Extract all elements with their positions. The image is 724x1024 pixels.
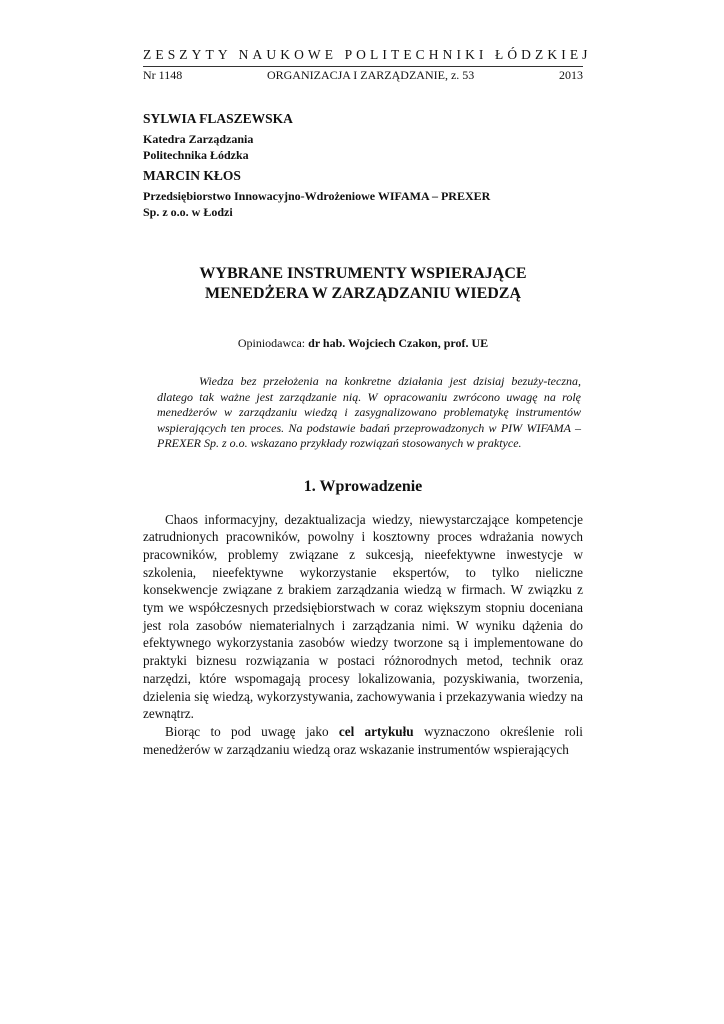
journal-meta-row	[143, 66, 583, 82]
reviewer-label: Opiniodawca:	[237, 336, 306, 350]
author-name-1: SYLWIA FLASZEWSKA	[143, 111, 293, 126]
author-name-2: MARCIN KŁOS	[143, 168, 241, 183]
paragraph-text: wyznaczono określenie roli menedżerów w zarządzaniu wiedzą oraz wskazanie instrumentów wspierających	[143, 723, 583, 757]
issue-number: Nr 1148	[143, 68, 183, 82]
emphasis-text: cel artykułu	[338, 723, 414, 739]
affiliation-line: Sp. z o.o. w Łodzi	[143, 205, 233, 219]
title-line: MENEDŻERA W ZARZĄDZANIU WIEDZĄ	[204, 285, 522, 302]
journal-name: ZESZYTY NAUKOWE POLITECHNIKI ŁÓDZKIEJ	[143, 47, 592, 62]
abstract: Wiedza bez przełożenia na konkretne działania jest dzisiaj bezuży-teczna, dlatego tak ważne jest zarządzanie nią. W opracowaniu zwrócono uwagę na rolę menedżerów w zarządzaniu wiedzą i zasygnalizowano problematykę instrumentów wspierających ten proces. Na podstawie badań przeprowadzonych w PIW WIFAMA – PREXER Sp. z o.o. wskazano przykłady rozwiązań stosowanych w praktyce.	[157, 374, 581, 450]
affiliation-line: Katedra Zarządzania	[143, 132, 254, 146]
article-title	[143, 264, 583, 304]
author-affiliation-2	[143, 188, 583, 220]
article-page	[143, 46, 592, 758]
title-line: WYBRANE INSTRUMENTY WSPIERAJĄCE	[199, 265, 527, 282]
reviewer-line	[143, 336, 583, 351]
author-affiliation-1	[143, 131, 583, 163]
body-paragraph: Chaos informacyjny, dezaktualizacja wiedzy, niewystarczające kompetencje zatrudnionych pracowników, powolny i kosztowny proces wdrażania nowych pracowników, problemy związane z sukcesją, nieefektywne inwestycje w szkolenia, nieefektywne wykorzystanie ekspertów, to tylko nieliczne konsekwencje związane z brakiem zarządzania wiedzą w firmach. W związku z tym we współczesnych przedsiębiorstwach w coraz większym stopniu doceniana jest rola zasobów niematerialnych i zarządzania nimi. W wyniku dążenia do efektywnego wykorzystania zasobów wiedzy tworzone są i implementowane do praktyki biznesu rozwiązania w postaci różnorodnych metod, technik oraz narzędzi, które wspomagają procesy lokalizowania, pozyskiwania, tworzenia, dzielenia się wiedzą, wykorzystywania, zachowywania i przekazywania wiedzy na zewnątrz.	[143, 511, 583, 722]
body-paragraph	[143, 723, 583, 758]
paragraph-text: Biorąc to pod uwagę jako	[165, 723, 339, 739]
affiliation-line: Przedsiębiorstwo Innowacyjno-Wdrożeniowe WIFAMA – PREXER	[143, 189, 491, 203]
publication-year: 2013	[559, 68, 583, 82]
journal-series: ORGANIZACJA I ZARZĄDZANIE, z. 53	[266, 68, 475, 82]
affiliation-line: Politechnika Łódzka	[143, 148, 249, 162]
section-heading: 1. Wprowadzenie	[303, 477, 423, 495]
reviewer-name: dr hab. Wojciech Czakon, prof. UE	[308, 336, 489, 350]
